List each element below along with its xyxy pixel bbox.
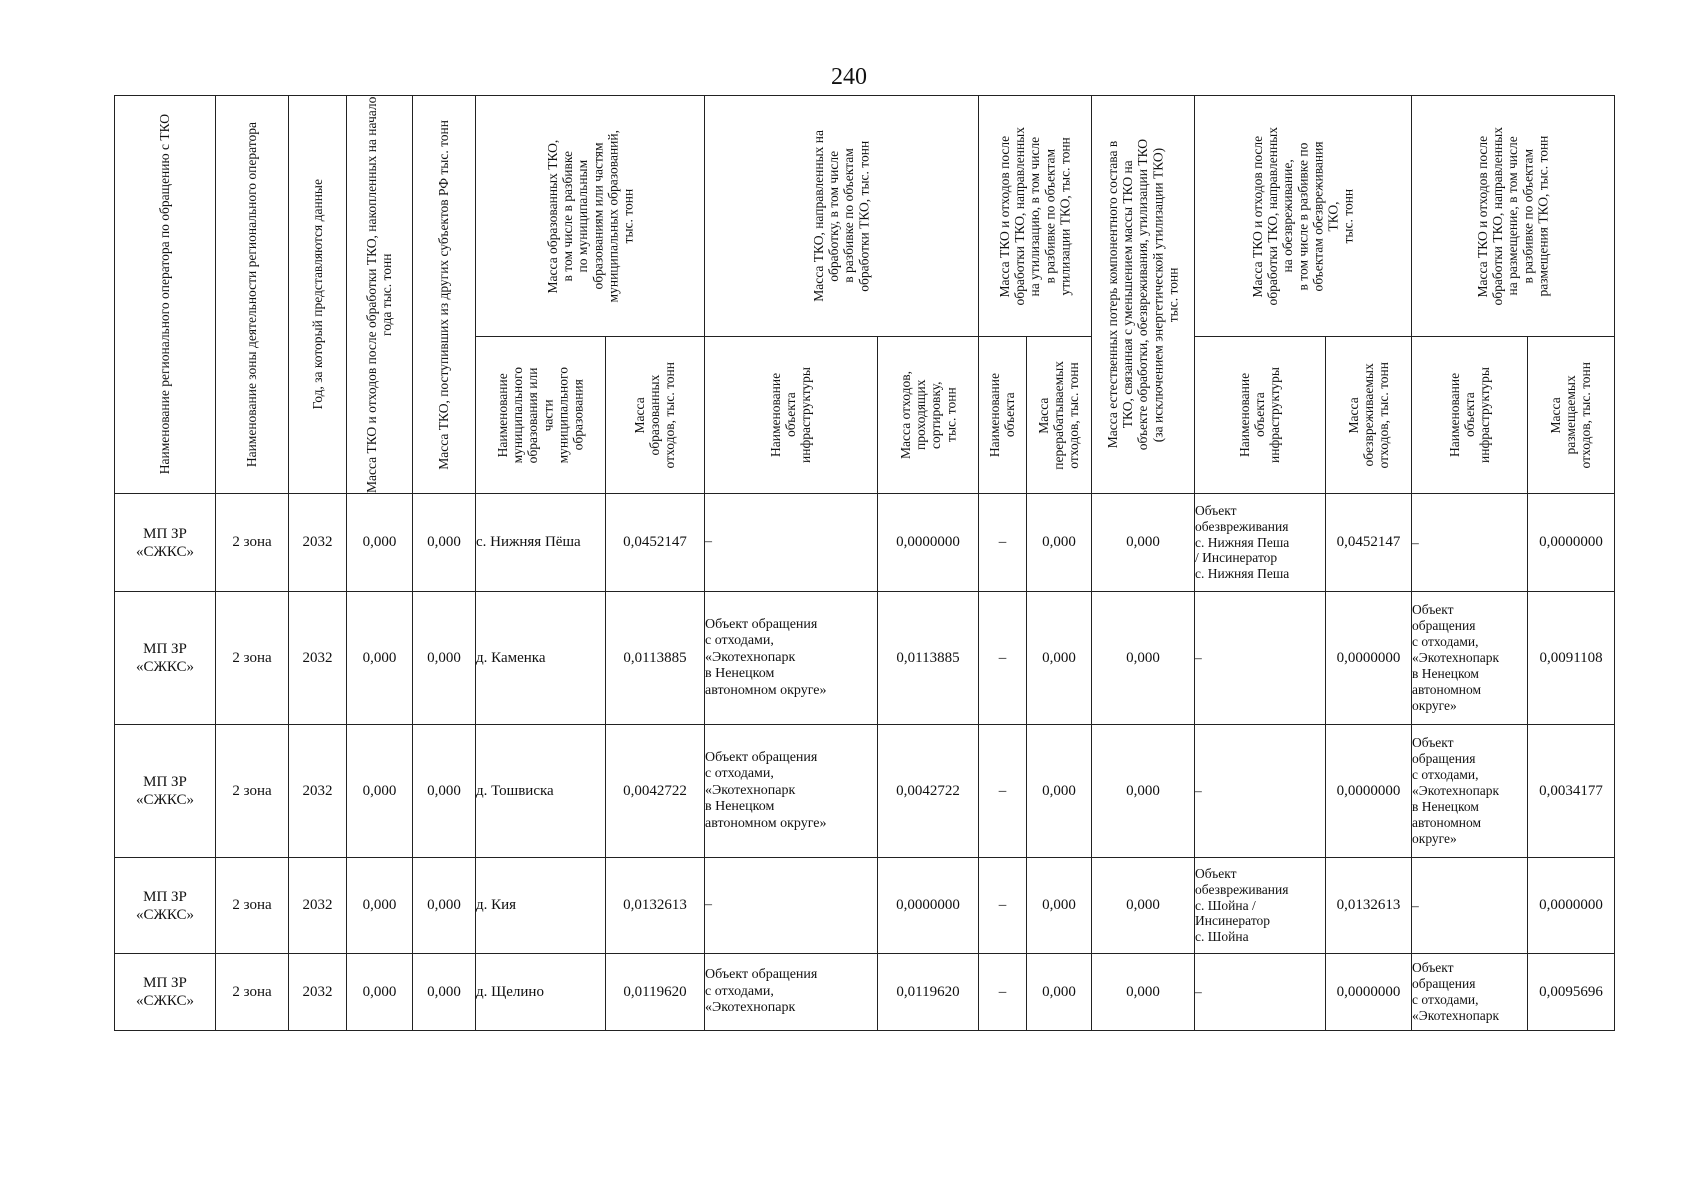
header-formed-mass: Масса образованных отходов, тыс. тонн [606, 337, 705, 494]
neutralization-object-cell: Объект обезвреживания с. Шойна / Инсинератор с. Шойна [1195, 858, 1326, 954]
received-cell: 0,000 [413, 494, 476, 592]
municipality-cell: с. Нижняя Пёша [476, 494, 606, 592]
placement-object-cell: Объект обращения с отходами, «Экотехнопарк в Ненецком автономном округе» [1412, 725, 1528, 858]
natural-loss-cell: 0,000 [1092, 858, 1195, 954]
neutralization-object-cell: Объект обезвреживания с. Нижняя Пеша / Инсинератор с. Нижняя Пеша [1195, 494, 1326, 592]
received-cell: 0,000 [413, 954, 476, 1031]
formed-mass-cell: 0,0452147 [606, 494, 705, 592]
year-cell: 2032 [289, 592, 347, 725]
municipality-cell: д. Щелино [476, 954, 606, 1031]
zone-cell: 2 зона [216, 954, 289, 1031]
processing-object-cell: – [705, 858, 878, 954]
waste-flow-table [114, 95, 1615, 1031]
received-cell: 0,000 [413, 725, 476, 858]
formed-mass-cell: 0,0042722 [606, 725, 705, 858]
header-placement-name: Наименование объекта инфраструктуры [1412, 337, 1528, 494]
header-neutralization-group: Масса ТКО и отходов после обработки ТКО, направленных на обезвреживание, в том числе в разбивке по объектам обезвреживания ТКО, тыс. тонн [1195, 96, 1412, 337]
processing-mass-cell: 0,0000000 [878, 494, 979, 592]
placement-mass-cell: 0,0034177 [1528, 725, 1615, 858]
placement-object-cell: – [1412, 858, 1528, 954]
header-operator: Наименование регионального оператора по обращению с ТКО [115, 96, 216, 494]
utilization-object-cell: – [979, 954, 1027, 1031]
accumulated-cell: 0,000 [347, 494, 413, 592]
neutralization-object-cell: – [1195, 954, 1326, 1031]
header-received: Масса ТКО, поступивших из других субъектов РФ тыс. тонн [413, 96, 476, 494]
municipality-cell: д. Тошвиска [476, 725, 606, 858]
processing-mass-cell: 0,0119620 [878, 954, 979, 1031]
header-processing-group: Масса ТКО, направленных на обработку, в том числе в разбивке по объектам обработки ТКО, тыс. тонн [705, 96, 979, 337]
page-number: 240 [831, 64, 867, 90]
header-utilization-group: Масса ТКО и отходов после обработки ТКО, направленных на утилизацию, в том числе в разбивке по объектам утилизации ТКО, тыс. тонн [979, 96, 1092, 337]
processing-object-cell: Объект обращения с отходами, «Экотехнопарк [705, 954, 878, 1031]
processing-object-cell: Объект обращения с отходами, «Экотехнопарк в Ненецком автономном округе» [705, 592, 878, 725]
header-processing-mass: Масса отходов, проходящих сортировку, тыс. тонн [878, 337, 979, 494]
table-row [115, 858, 1615, 954]
header-utilization-name: Наименование объекта [979, 337, 1027, 494]
natural-loss-cell: 0,000 [1092, 494, 1195, 592]
placement-object-cell: Объект обращения с отходами, «Экотехнопарк в Ненецком автономном округе» [1412, 592, 1528, 725]
accumulated-cell: 0,000 [347, 858, 413, 954]
natural-loss-cell: 0,000 [1092, 592, 1195, 725]
placement-mass-cell: 0,0000000 [1528, 494, 1615, 592]
neutralization-object-cell: – [1195, 592, 1326, 725]
municipality-cell: д. Каменка [476, 592, 606, 725]
processing-mass-cell: 0,0042722 [878, 725, 979, 858]
municipality-cell: д. Кия [476, 858, 606, 954]
processing-mass-cell: 0,0113885 [878, 592, 979, 725]
neutralization-mass-cell: 0,0000000 [1326, 725, 1412, 858]
year-cell: 2032 [289, 494, 347, 592]
header-processing-name: Наименование объекта инфраструктуры [705, 337, 878, 494]
operator-cell: МП ЗР «СЖКС» [115, 592, 216, 725]
header-formed-name: Наименование муниципального образования или части муниципального образования [476, 337, 606, 494]
operator-cell: МП ЗР «СЖКС» [115, 858, 216, 954]
accumulated-cell: 0,000 [347, 954, 413, 1031]
header-row-top [115, 96, 1615, 337]
header-formed-group: Масса образованных ТКО, в том числе в разбивке по муниципальным образованиям или частям муниципальных образований, тыс. тонн [476, 96, 705, 337]
zone-cell: 2 зона [216, 858, 289, 954]
table-body [115, 494, 1615, 1031]
operator-cell: МП ЗР «СЖКС» [115, 725, 216, 858]
table-row [115, 954, 1615, 1031]
table-row [115, 725, 1615, 858]
utilization-object-cell: – [979, 725, 1027, 858]
processing-object-cell: Объект обращения с отходами, «Экотехнопарк в Ненецком автономном округе» [705, 725, 878, 858]
processing-mass-cell: 0,0000000 [878, 858, 979, 954]
neutralization-mass-cell: 0,0132613 [1326, 858, 1412, 954]
zone-cell: 2 зона [216, 494, 289, 592]
formed-mass-cell: 0,0119620 [606, 954, 705, 1031]
table-row [115, 592, 1615, 725]
header-zone: Наименование зоны деятельности регионального оператора [216, 96, 289, 494]
header-neutralization-name: Наименование объекта инфраструктуры [1195, 337, 1326, 494]
placement-object-cell: – [1412, 494, 1528, 592]
neutralization-object-cell: – [1195, 725, 1326, 858]
placement-mass-cell: 0,0000000 [1528, 858, 1615, 954]
utilization-object-cell: – [979, 858, 1027, 954]
utilization-mass-cell: 0,000 [1027, 858, 1092, 954]
formed-mass-cell: 0,0113885 [606, 592, 705, 725]
utilization-object-cell: – [979, 592, 1027, 725]
header-placement-mass: Масса размещаемых отходов, тыс. тонн [1528, 337, 1615, 494]
neutralization-mass-cell: 0,0000000 [1326, 592, 1412, 725]
placement-object-cell: Объект обращения с отходами, «Экотехнопарк [1412, 954, 1528, 1031]
zone-cell: 2 зона [216, 725, 289, 858]
utilization-mass-cell: 0,000 [1027, 725, 1092, 858]
neutralization-mass-cell: 0,0000000 [1326, 954, 1412, 1031]
neutralization-mass-cell: 0,0452147 [1326, 494, 1412, 592]
formed-mass-cell: 0,0132613 [606, 858, 705, 954]
utilization-object-cell: – [979, 494, 1027, 592]
received-cell: 0,000 [413, 858, 476, 954]
header-utilization-mass: Масса перерабатываемых отходов, тыс. тонн [1027, 337, 1092, 494]
header-natural-loss: Масса естественных потерь компонентного состава в ТКО, связанная с уменьшением массы ТКО на объекте обработки, обезвреживания, утилизации ТКО (за исключением энергетической утилизации ТКО) тыс. тонн [1092, 96, 1195, 494]
accumulated-cell: 0,000 [347, 592, 413, 725]
placement-mass-cell: 0,0091108 [1528, 592, 1615, 725]
placement-mass-cell: 0,0095696 [1528, 954, 1615, 1031]
natural-loss-cell: 0,000 [1092, 954, 1195, 1031]
accumulated-cell: 0,000 [347, 725, 413, 858]
header-accumulated: Масса ТКО и отходов после обработки ТКО, накопленных на начало года тыс. тонн [347, 96, 413, 494]
year-cell: 2032 [289, 725, 347, 858]
utilization-mass-cell: 0,000 [1027, 954, 1092, 1031]
utilization-mass-cell: 0,000 [1027, 592, 1092, 725]
natural-loss-cell: 0,000 [1092, 725, 1195, 858]
operator-cell: МП ЗР «СЖКС» [115, 494, 216, 592]
utilization-mass-cell: 0,000 [1027, 494, 1092, 592]
received-cell: 0,000 [413, 592, 476, 725]
year-cell: 2032 [289, 858, 347, 954]
processing-object-cell: – [705, 494, 878, 592]
header-neutralization-mass: Масса обезвреживаемых отходов, тыс. тонн [1326, 337, 1412, 494]
header-placement-group: Масса ТКО и отходов после обработки ТКО, направленных на размещение, в том числе в разбивке по объектам размещения ТКО, тыс. тонн [1412, 96, 1615, 337]
table-row [115, 494, 1615, 592]
header-year: Год, за который представляются данные [289, 96, 347, 494]
operator-cell: МП ЗР «СЖКС» [115, 954, 216, 1031]
year-cell: 2032 [289, 954, 347, 1031]
zone-cell: 2 зона [216, 592, 289, 725]
